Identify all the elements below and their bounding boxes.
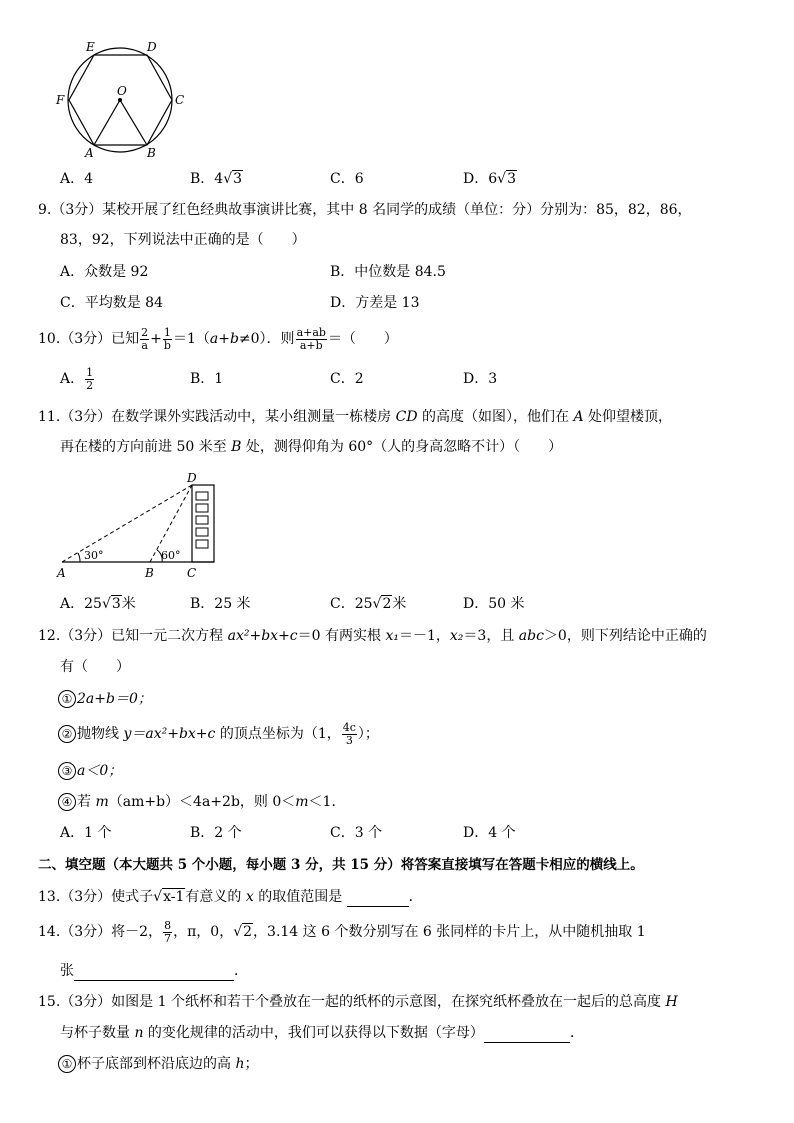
- text: ＝0 有两实根: [297, 628, 386, 644]
- q9-stem-line1: 9.（3分）某校开展了红色经典故事演讲比赛，其中 8 名同学的成绩（单位：分）分别为：85，82，86，: [38, 202, 692, 218]
- q12-statement-1: [58, 690, 152, 708]
- q12-stem-line1: [38, 627, 707, 645]
- q15-statement-1: [58, 1055, 258, 1073]
- circled-number: ①: [58, 690, 76, 708]
- label-a: A: [57, 566, 66, 580]
- answer-blank[interactable]: [347, 888, 409, 907]
- text: 12.（3分）已知一元二次方程: [38, 628, 228, 644]
- equals-text: ＝1（: [172, 331, 210, 347]
- numerator: 4c: [342, 720, 356, 734]
- var-x1: x₁: [385, 628, 399, 644]
- q12-statement-2: [58, 720, 379, 748]
- q12-statement-3: [58, 762, 122, 780]
- denominator: 2: [86, 378, 94, 392]
- q10-option-d[interactable]: D．3: [463, 371, 498, 387]
- equation: y＝ax²+bx+c: [123, 726, 216, 742]
- var-m: m: [295, 794, 309, 810]
- q10-prefix: 10.（3分）已知: [38, 331, 140, 347]
- radicand: 3: [233, 171, 243, 187]
- label-d: D: [147, 40, 157, 54]
- q14-stem-line2: [60, 962, 248, 981]
- fraction: [296, 327, 327, 352]
- text: ＝－1，: [398, 628, 450, 644]
- text: （am+b）＜4a+2b，则 0＜: [108, 794, 296, 810]
- text: ＝3，且: [463, 628, 519, 644]
- label-b: B: [145, 566, 154, 580]
- label-c: C: [175, 93, 185, 107]
- q9-option-d[interactable]: D．方差是 13: [330, 295, 420, 311]
- label-c: C: [187, 566, 197, 580]
- radicand: 2: [382, 596, 392, 612]
- q9-stem-line2: 83，92，下列说法中正确的是（ ）: [60, 232, 306, 248]
- option-label: D．: [463, 171, 489, 187]
- var-m: m: [95, 794, 109, 810]
- var-h: h: [235, 1056, 245, 1072]
- text: 11.（3分）在数学课外实践活动中，某小组测量一栋楼房: [38, 409, 396, 425]
- radicand: 3: [507, 171, 516, 187]
- q11-option-c[interactable]: C．25√2米: [330, 596, 407, 612]
- circled-number: ③: [58, 762, 76, 780]
- q10-option-c[interactable]: C．2: [330, 371, 364, 387]
- option-label: A．: [60, 171, 85, 187]
- option-label: C．: [330, 171, 355, 187]
- text: 处仰望楼顶，: [583, 409, 673, 425]
- answer-blank[interactable]: [74, 962, 234, 981]
- q12-option-a[interactable]: A．1 个: [60, 825, 112, 841]
- circled-number: ④: [58, 793, 76, 811]
- fraction: [140, 327, 149, 352]
- q13-stem: 13.（3分）使式子√x-1有意义的 x 的取值范围是 ．: [38, 889, 423, 905]
- text: 张: [60, 963, 74, 979]
- q9-option-a[interactable]: A．众数是 92: [60, 264, 149, 280]
- condition-expr: a+b: [209, 331, 239, 347]
- q12-stem-line2: 有（ ）: [60, 659, 130, 675]
- label-o: O: [117, 84, 127, 98]
- text: ）；: [357, 726, 379, 742]
- q10-option-b[interactable]: B．1: [190, 371, 224, 387]
- text: 13.（3分）使式子: [38, 889, 154, 905]
- q10-suffix: ＝（ ）: [327, 331, 398, 347]
- q12-option-c[interactable]: C．3 个: [330, 825, 383, 841]
- text: ．: [408, 889, 423, 905]
- text: ．: [234, 963, 248, 979]
- angle-30-label: 30°: [84, 549, 104, 562]
- option-label: A．: [60, 371, 85, 387]
- radicand: x-1: [163, 889, 185, 905]
- radicand: 3: [111, 596, 121, 612]
- text: ＜1．: [308, 794, 346, 810]
- option-label: C．25: [330, 596, 373, 612]
- label-b: B: [147, 146, 156, 160]
- var-a: A: [573, 409, 584, 425]
- section-2-title: 二、填空题（本大题共 5 个小题，每小题 3 分，共 15 分）将答案直接填写在答题卡相应的横线上。: [38, 857, 644, 873]
- option-value: 4: [214, 171, 224, 187]
- q11-option-d[interactable]: D．50 米: [463, 596, 525, 612]
- denominator: b: [163, 338, 171, 352]
- label-e: E: [86, 40, 95, 54]
- condition-rest: ≠0）．则: [238, 331, 295, 347]
- q14-stem-line1: 14.（3分）将－2， $\frac{8}{7}$ ，π，0，√2，3.14 这 6 个数分别写在 6 张同样的卡片上，从中随机抽取 1: [38, 918, 646, 945]
- label-a: A: [85, 146, 94, 160]
- text: 14.（3分）将－2，: [38, 924, 163, 940]
- text: 处，测得仰角为 60°（人的身高忽略不计）（ ）: [241, 439, 563, 455]
- option-value: 6: [354, 171, 364, 187]
- hexagon-figure: [52, 38, 192, 160]
- text: 的取值范围是: [253, 889, 347, 905]
- numerator: 8: [164, 918, 172, 932]
- text: ，π，0，: [173, 924, 234, 940]
- text: 再在楼的方向前进 50 米至: [60, 439, 232, 455]
- var-x: x: [245, 889, 254, 905]
- q12-option-d[interactable]: D．4 个: [463, 825, 516, 841]
- text: ＞0，则下列结论中正确的: [543, 628, 707, 644]
- text: ．: [569, 1025, 584, 1041]
- q8-option-b[interactable]: B．4√3: [190, 171, 243, 187]
- building-figure: [54, 470, 234, 582]
- q9-option-b[interactable]: B．中位数是 84.5: [330, 264, 446, 280]
- text: 与杯子数量: [60, 1025, 135, 1041]
- fraction: [85, 367, 94, 392]
- numerator: 1: [86, 365, 94, 379]
- denominator: a+b: [299, 338, 323, 352]
- var-n: n: [134, 1025, 144, 1041]
- q12-option-b[interactable]: B．2 个: [190, 825, 242, 841]
- text: 抛物线: [77, 726, 124, 742]
- option-label: A．25: [60, 596, 102, 612]
- fraction: [163, 327, 172, 352]
- text: ；: [244, 1056, 259, 1072]
- plus-sign: +: [150, 331, 162, 347]
- radicand: 2: [243, 924, 253, 940]
- text: 的高度（如图），他们在: [417, 409, 574, 425]
- q8-option-d[interactable]: D．6√3: [463, 171, 516, 187]
- option-value: 4: [84, 171, 94, 187]
- text: 杯子底部到杯沿底边的高: [77, 1056, 236, 1072]
- q10-stem: [38, 326, 398, 352]
- circled-number: ②: [58, 725, 76, 743]
- unit: 米: [121, 596, 136, 612]
- angle-60-label: 60°: [161, 549, 181, 562]
- text: 有意义的: [185, 889, 246, 905]
- q11-option-a[interactable]: A．25√3米: [60, 596, 136, 612]
- var-abc: abc: [518, 628, 544, 644]
- q11-stem-line2: [60, 438, 562, 456]
- numerator: a+ab: [296, 325, 326, 339]
- text: 若: [77, 794, 96, 810]
- fraction: [163, 920, 172, 945]
- text: ，3.14 这 6 个数分别写在 6 张同样的卡片上，从中随机抽取 1: [253, 924, 646, 940]
- fraction: [342, 722, 357, 747]
- var-h: H: [665, 994, 678, 1010]
- option-value: 6: [488, 171, 498, 187]
- q8-option-a[interactable]: [60, 170, 93, 188]
- label-d: D: [187, 471, 197, 485]
- q9-option-c[interactable]: C．平均数是 84: [60, 295, 163, 311]
- denominator: 7: [164, 931, 172, 945]
- circled-number: ①: [58, 1055, 76, 1073]
- statement-text: 2a+b＝0；: [77, 691, 152, 707]
- numerator: 1: [163, 325, 171, 339]
- statement-text: a＜0；: [77, 763, 123, 779]
- text: 的变化规律的活动中，我们可以获得以下数据（字母）: [143, 1025, 484, 1041]
- var-cd: CD: [395, 409, 418, 425]
- text: 15.（3分）如图是 1 个纸杯和若干个叠放在一起的纸杯的示意图，在探究纸杯叠放在一起后的总高度: [38, 994, 666, 1010]
- equation: ax²+bx+c: [227, 628, 298, 644]
- q11-option-b[interactable]: B．25 米: [190, 596, 251, 612]
- q15-stem-line1: [38, 993, 678, 1011]
- denominator: 3: [345, 733, 353, 747]
- label-f: F: [56, 93, 65, 107]
- unit: 米: [392, 596, 407, 612]
- q10-option-a[interactable]: [60, 366, 95, 392]
- q12-statement-4: [58, 793, 345, 811]
- var-x2: x₂: [449, 628, 464, 644]
- answer-blank[interactable]: [484, 1024, 570, 1043]
- var-b: B: [231, 439, 242, 455]
- text: 的顶点坐标为（1，: [215, 726, 341, 742]
- q11-stem-line1: [38, 408, 672, 426]
- numerator: 2: [141, 325, 149, 339]
- option-label: B．: [190, 171, 215, 187]
- denominator: a: [141, 338, 148, 352]
- q8-option-c[interactable]: [330, 170, 364, 188]
- q15-stem-line2: [60, 1024, 584, 1043]
